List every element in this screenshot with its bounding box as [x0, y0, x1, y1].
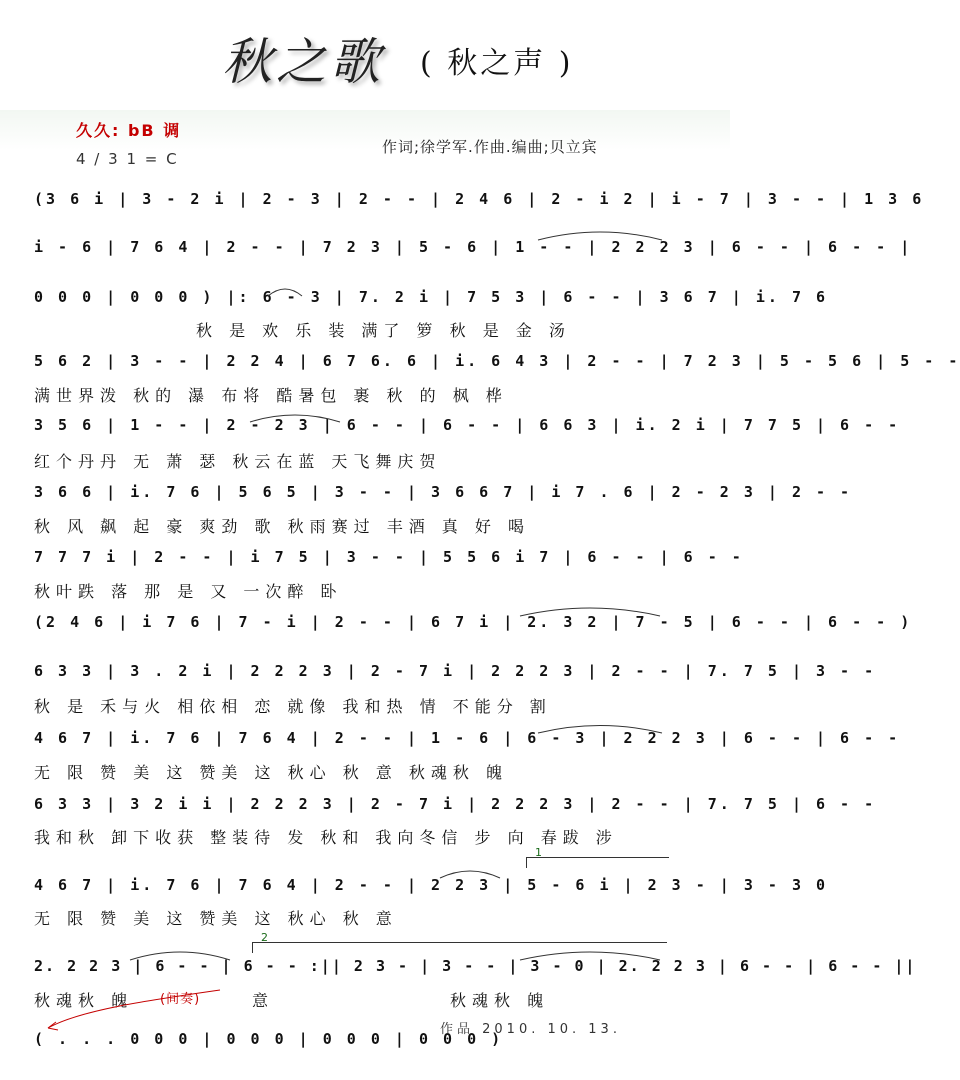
composition-date: 作品 2010. 10. 13.	[440, 1022, 621, 1037]
notation-row: 3 6 6 | i. 7 6 | 5 6 5 | 3 - - | 3 6 6 7 | i 7 . 6 | 2 - 2 3 | 2 - -	[34, 483, 853, 501]
time-key-signature: 4 / 3 1 = C	[76, 150, 179, 168]
notation-row: 7 7 7 i | 2 - - | i 7 5 | 3 - - | 5 5 6 i 7 | 6 - - | 6 - -	[34, 548, 744, 566]
lyric-row: 我和秋 卸下收获 整装待 发 秋和 我向冬信 步 向 春跋 涉	[34, 828, 618, 847]
second-ending-bracket	[252, 931, 667, 953]
lyric-row: 满世界泼 秋的 瀑 布将 酷暑包 裹 秋 的 枫 桦	[34, 386, 508, 405]
notation-row: 6 3 3 | 3 . 2 i | 2 2 2 3 | 2 - 7 i | 2 2 2 3 | 2 - - | 7. 7 5 | 3 - -	[34, 662, 877, 680]
first-ending-bracket	[526, 846, 669, 868]
lyric-row: 秋 风 飙 起 豪 爽劲 歌 秋雨赛过 丰酒 真 好 喝	[34, 517, 530, 536]
interlude-tag: (间奏)	[160, 992, 201, 1007]
notation-row: 0 0 0 | 0 0 0 ) |: 6 - 3 | 7. 2 i | 7 5 3 | 6 - - | 3 6 7 | i. 7 6	[34, 288, 829, 306]
lyric-row: 秋魂秋 魄	[450, 991, 550, 1010]
outro-row: ( . . . 0 0 0 | 0 0 0 | 0 0 0 | 0 0 0 )	[34, 1030, 504, 1048]
interlude-row: (2 4 6 | i 7 6 | 7 - i | 2 - - | 6 7 i | 2. 3 2 | 7 - 5 | 6 - - | 6 - - )	[34, 613, 913, 631]
song-subtitle: ( 秋之声 )	[420, 46, 574, 81]
notation-row: 2. 2 2 3 | 6 - - | 6 - - :|| 2 3 - | 3 - - | 3 - 0 | 2. 2 2 3 | 6 - - | 6 - - ||	[34, 957, 917, 975]
first-ending-number: 1	[535, 846, 542, 859]
lyric-row: 无 限 赞 美 这 赞美 这 秋心 秋 意	[34, 909, 398, 928]
lyric-row: 秋叶跌 落 那 是 又 一次醉 卧	[34, 582, 343, 601]
notation-row: 4 6 7 | i. 7 6 | 7 6 4 | 2 - - | 2 2 3 | 5 - 6 i | 2 3 - | 3 - 3 0	[34, 876, 829, 894]
singer-key: 久久: bB 调	[76, 121, 182, 140]
interlude-label	[160, 988, 230, 1007]
notation-row: i - 6 | 7 6 4 | 2 - - | 7 2 3 | 5 - 6 | 1 - - | 2 2 2 3 | 6 - - | 6 - - |	[34, 238, 913, 256]
notation-row: 6 3 3 | 3 2 i i | 2 2 2 3 | 2 - 7 i | 2 2 2 3 | 2 - - | 7. 7 5 | 6 - -	[34, 795, 877, 813]
song-title: 秋之歌	[222, 33, 384, 91]
lyric-row: 秋魂秋 魄	[34, 991, 134, 1010]
lyric-row: 意	[252, 991, 275, 1010]
lyric-row: 红个丹丹 无 萧 瑟 秋云在蓝 天飞舞庆贺	[34, 452, 442, 471]
notation-row: 5 6 2 | 3 - - | 2 2 4 | 6 7 6. 6 | i. 6 4 3 | 2 - - | 7 2 3 | 5 - 5 6 | 5 - -	[34, 352, 960, 370]
credits: 作词;徐学军.作曲.编曲;贝立宾	[382, 138, 598, 156]
lyric-row: 秋 是 欢 乐 装 满了 箩 秋 是 金 汤	[196, 321, 571, 340]
notation-row: 4 6 7 | i. 7 6 | 7 6 4 | 2 - - | 1 - 6 | 6 - 3 | 2 2 2 3 | 6 - - | 6 - -	[34, 729, 901, 747]
lyric-row: 秋 是 禾与火 相依相 恋 就像 我和热 情 不能分 割	[34, 697, 552, 716]
lyric-row: 无 限 赞 美 这 赞美 这 秋心 秋 意 秋魂秋 魄	[34, 763, 508, 782]
notation-row: 3 5 6 | 1 - - | 2 - 2 3 | 6 - - | 6 - - | 6 6 3 | i. 2 i | 7 7 5 | 6 - -	[34, 416, 901, 434]
notation-row: (3 6 i | 3 - 2 i | 2 - 3 | 2 - - | 2 4 6 | 2 - i 2 | i - 7 | 3 - - | 1 3 6	[34, 190, 925, 208]
second-ending-number: 2	[261, 931, 268, 944]
